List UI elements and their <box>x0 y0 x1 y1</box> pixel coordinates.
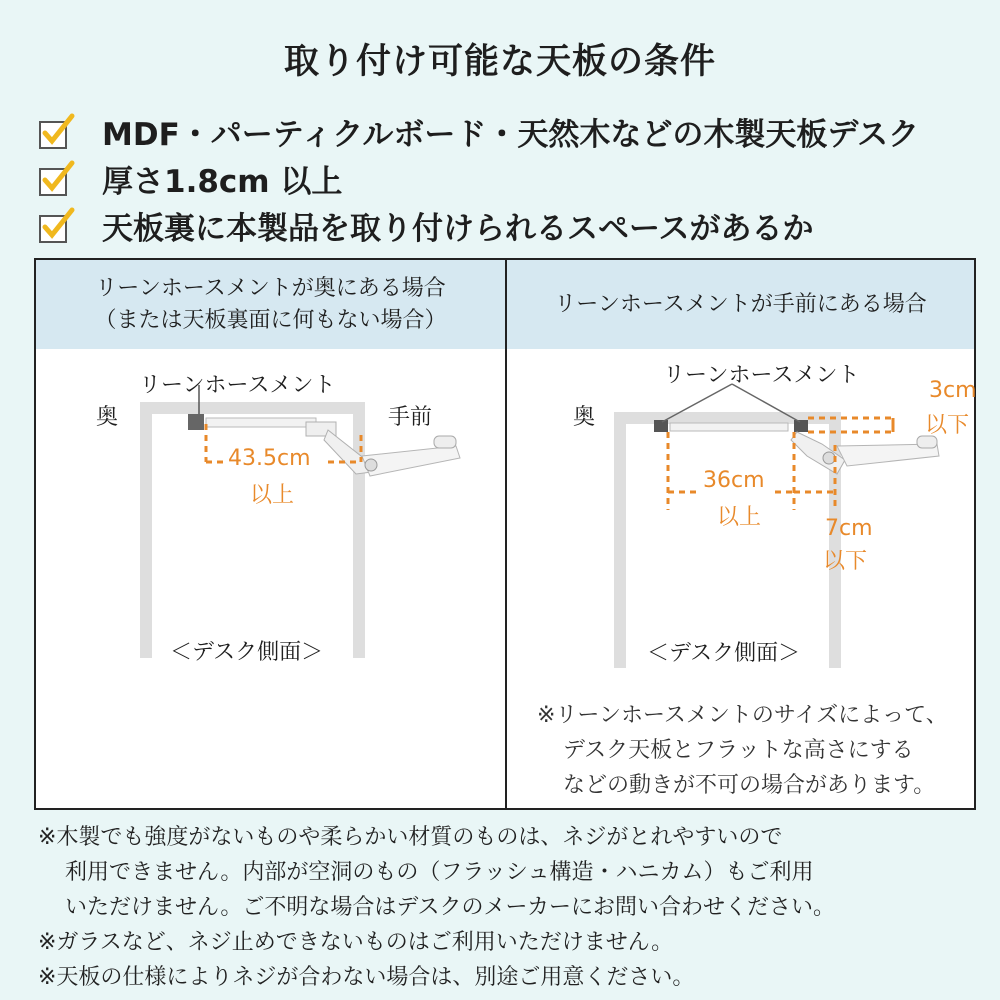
checkbox-checked-icon <box>38 112 82 152</box>
checkbox-checked-icon <box>38 206 82 246</box>
condition-item <box>38 155 919 202</box>
dim-36-value: 36cm <box>703 468 765 493</box>
dim-7-condition: 以下 <box>823 549 868 574</box>
checkbox-checked-icon <box>38 159 82 199</box>
reinforcement-label: リーンホースメント <box>139 373 336 398</box>
arm-joint <box>365 459 377 471</box>
arm-extension <box>362 446 460 476</box>
footer-note-3: ※天板の仕様によりネジが合わない場合は、別途ご用意ください。 <box>38 965 695 990</box>
condition-item <box>38 108 919 155</box>
page-title: 取り付け可能な天板の条件 <box>283 42 716 82</box>
diagram-caption: ＜デスク側面＞ <box>170 640 324 665</box>
diagram-caption: ＜デスク側面＞ <box>647 641 801 666</box>
footer-note-2: ※ガラスなど、ネジ止めできないものはご利用いただけません。 <box>38 930 674 955</box>
conditions-list <box>38 108 919 249</box>
footer-note-1-cont1: 利用できません。内部が空洞のもの（フラッシュ構造・ハニカム）もご利用 <box>65 860 814 885</box>
note-line3: などの動きが不可の場合があります。 <box>563 773 936 798</box>
panel-reinforcement-back <box>36 260 507 808</box>
dimension-condition: 以上 <box>250 483 295 508</box>
footer-notes <box>38 820 978 995</box>
condition-text: 厚さ1.8cm 以上 <box>102 164 343 200</box>
note-line2: デスク天板とフラットな高さにする <box>563 738 914 763</box>
back-label: 奥 <box>573 405 596 430</box>
dim-36-condition: 以上 <box>717 505 762 530</box>
reinforcement-block-back <box>654 420 668 432</box>
front-label: 手前 <box>388 405 433 430</box>
note-line1: ※リーンホースメントのサイズによって、 <box>537 703 948 728</box>
reinforcement-block-front <box>794 420 808 432</box>
arm-bar <box>206 418 316 427</box>
desk-frame <box>620 418 835 668</box>
dim-7-value: 7cm <box>825 516 873 541</box>
condition-item <box>38 202 919 249</box>
footer-note-1: ※木製でも強度がないものや柔らかい材質のものは、ネジがとれやすいので <box>38 825 783 850</box>
panel-reinforcement-front <box>507 260 977 808</box>
footer-note-1-cont2: いただけません。ご不明な場合はデスクのメーカーにお問い合わせください。 <box>65 895 836 920</box>
reinforcement-block <box>188 414 204 430</box>
condition-text: MDF・パーティクルボード・天然木などの木製天板デスク <box>102 117 920 153</box>
back-label: 奥 <box>96 405 119 430</box>
arm-bar <box>670 423 788 431</box>
desk-side-diagram <box>36 260 505 808</box>
panel-header-line2: （または天板裏面に何もない場合） <box>94 307 447 333</box>
dim-3cm-value: 3cm <box>929 378 977 403</box>
arm-end <box>434 436 456 448</box>
dimension-value: 43.5cm <box>228 446 311 471</box>
panel-header-text: リーンホースメントが手前にある場合 <box>554 291 927 317</box>
comparison-panels <box>34 258 976 810</box>
reinforcement-label: リーンホースメント <box>663 363 860 388</box>
condition-text: 天板裏に本製品を取り付けられるスペースがあるか <box>102 211 814 247</box>
arm-joint <box>823 452 835 464</box>
size-note <box>537 698 967 803</box>
panel-header-line1: リーンホースメントが奥にある場合 <box>95 275 446 301</box>
dim-3cm-condition: 以下 <box>925 413 970 438</box>
